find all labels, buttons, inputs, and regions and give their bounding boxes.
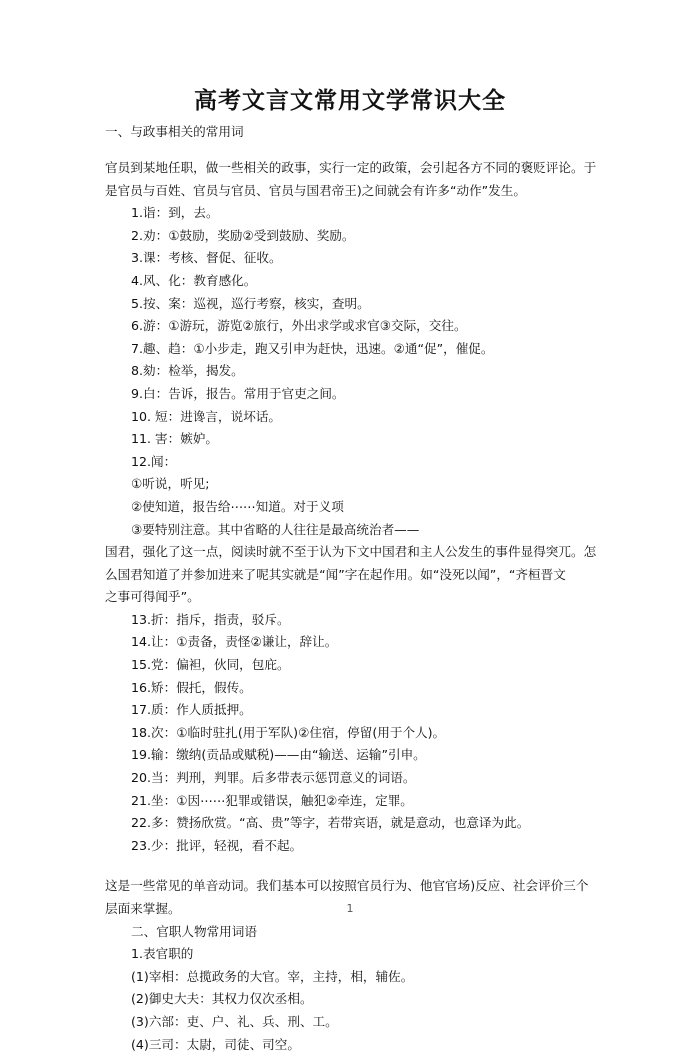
vocab-item: 5.按、案：巡视，巡行考察，核实，查明。 <box>131 295 370 311</box>
intro-paragraph-line: 是官员与百姓、官员与官员、官员与国君帝王)之间就会有许多“动作”发生。 <box>105 182 526 198</box>
section-heading-politics: 一、与政事相关的常用词 <box>105 124 244 139</box>
official-item: (2)御史大夫：其权力仅次丞相。 <box>131 991 313 1007</box>
vocab-item: 9.白：告诉，报告。常用于官吏之间。 <box>131 385 345 401</box>
vocab-item: 16.矫：假托，假传。 <box>131 679 252 695</box>
paragraph-line: 国君，强化了这一点，阅读时就不至于认为下文中国君和主人公发生的事件显得突兀。怎 <box>105 544 597 560</box>
vocab-item: 18.次：①临时驻扎(用于军队)②住宿，停留(用于个人)。 <box>131 724 446 740</box>
document-title: 高考文言文常用文学常识大全 <box>194 88 506 114</box>
vocab-item: 20.当：判刑，判罪。后多带表示惩罚意义的词语。 <box>131 770 416 786</box>
paragraph-line: 之事可得闻乎”。 <box>105 589 200 605</box>
vocab-item: 21.坐：①因⋯⋯犯罪或错误，触犯②牵连，定罪。 <box>131 792 413 808</box>
paragraph-line: 么国君知道了并参加进来了呢其实就是“闻”字在起作用。如“没死以闻”，“齐桓晋文 <box>105 566 566 582</box>
official-item: (4)三司：太尉，司徒、司空。 <box>131 1036 300 1052</box>
vocab-item: 4.风、化：教育感化。 <box>131 272 257 288</box>
vocab-item: 15.党：偏袒，伙同，包庇。 <box>131 657 290 673</box>
spacer <box>105 143 605 157</box>
vocab-item: 12.闻： <box>131 453 177 469</box>
official-item: (1)宰相：总揽政务的大官。宰，主持，相，辅佐。 <box>131 968 414 984</box>
section-heading-officials: 二、官职人物常用词语 <box>131 923 257 939</box>
vocab-item: 17.质：作人质抵押。 <box>131 702 252 718</box>
vocab-item: 3.课：考核、督促、征收。 <box>131 250 282 266</box>
subsection-heading: 1.表官职的 <box>131 946 194 962</box>
vocab-item: 6.游：①游玩，游览②旅行，外出求学或求官③交际，交往。 <box>131 318 467 334</box>
vocab-item: 8.劾：检举，揭发。 <box>131 363 244 379</box>
intro-paragraph-line: 官员到某地任职，做一些相关的政事，实行一定的政策，会引起各方不同的褒贬评论。于 <box>105 160 597 175</box>
summary-line: 层面来掌握。 <box>105 901 181 916</box>
vocab-item: 13.折：指斥，指责，驳斥。 <box>131 611 290 627</box>
vocab-item: 10. 短：进谗言，说坏话。 <box>131 408 281 424</box>
vocab-item: 14.让：①责备，责怪②谦让，辞让。 <box>131 634 338 650</box>
vocab-subitem: ③要特别注意。其中省略的人往往是最高统治者—— <box>131 521 420 537</box>
document-body <box>105 121 605 1056</box>
vocab-item: 23.少：批评，轻视，看不起。 <box>131 837 303 853</box>
vocab-item: 7.趣、趋：①小步走，跑又引申为赶快，迅速。②通“促”，催促。 <box>131 340 494 356</box>
vocab-item: 2.劝：①鼓励，奖励②受到鼓励、奖励。 <box>131 227 355 243</box>
page-number: 1 <box>346 902 354 915</box>
vocab-item: 19.输：缴纳(贡品或赋税)——由“输送、运输”引申。 <box>131 747 426 763</box>
vocab-subitem: ①听说，听见; <box>131 476 210 492</box>
vocab-item: 11. 害：嫉妒。 <box>131 431 219 447</box>
vocab-item: 22.多：赞扬欣赏。“高、贵”等字，若带宾语，就是意动，也意译为此。 <box>131 815 530 831</box>
summary-line: 这是一些常见的单音动词。我们基本可以按照官员行为、他官官场)反应、社会评价三个 <box>105 878 589 894</box>
vocab-subitem: ②使知道，报告给⋯⋯知道。对于义项 <box>131 498 344 514</box>
spacer <box>105 857 605 875</box>
vocab-item: 1.诣：到，去。 <box>131 205 219 221</box>
official-item: (3)六部：吏、户、礼、兵、刑、工。 <box>131 1013 338 1029</box>
